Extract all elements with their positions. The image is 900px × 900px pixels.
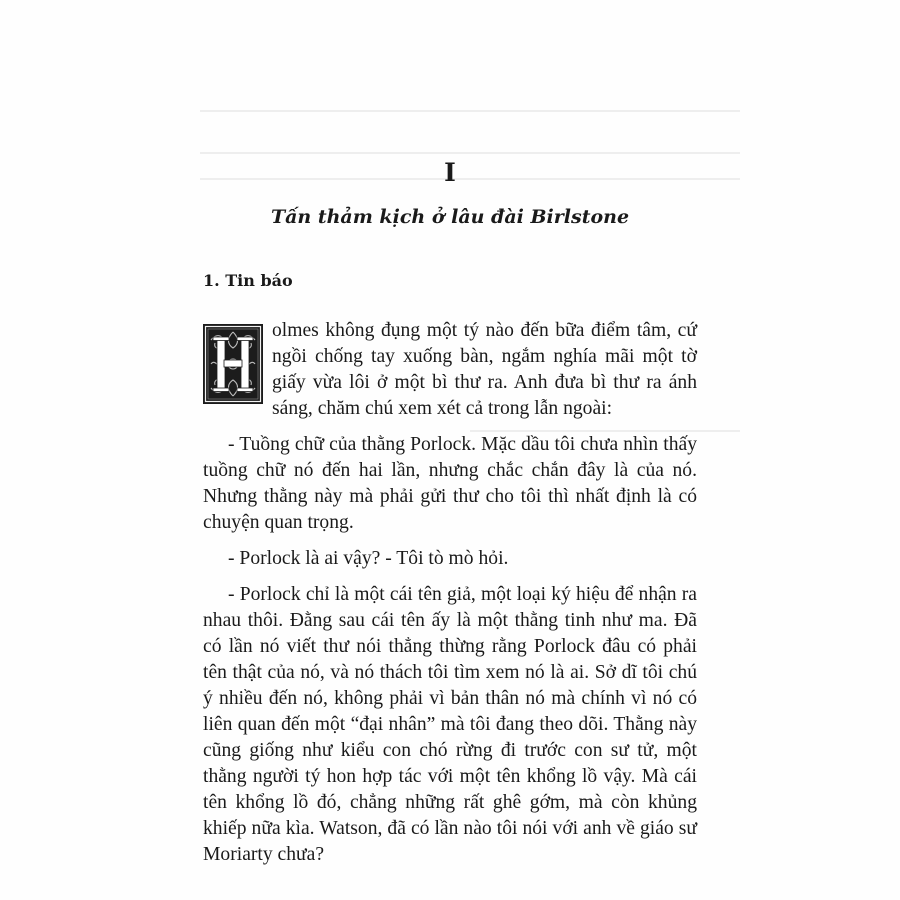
chapter-number: I [444, 158, 456, 187]
body-text [203, 318, 697, 878]
bleed-through-line [200, 152, 740, 154]
section-heading: 1. Tin báo [203, 271, 293, 290]
paragraph-2: - Tuồng chữ của thằng Porlock. Mặc dầu tôi chưa nhìn thấy tuồng chữ nó đến hai lần, nhưng chắc chắn đây là của nó. Nhưng thằng này mà phải gửi thư cho tôi thì nhất định là có chuyện quan trọng. [203, 434, 697, 533]
chapter-title: Tấn thảm kịch ở lâu đài Birlstone [270, 206, 630, 228]
paragraph-1 [203, 318, 697, 422]
paragraph-1-text: olmes không đụng một tý nào đến bữa điểm tâm, cứ ngồi chống tay xuống bàn, ngắm nghía mãi một tờ giấy vừa lôi ở một bì thư ra. Anh đưa bì thư ra ánh sáng, chăm chú xem xét cả trong lẫn ngoài: [272, 320, 697, 419]
drop-cap-ornament [203, 324, 263, 404]
paragraph-3: - Porlock là ai vậy? - Tôi tò mò hỏi. [228, 548, 509, 569]
bleed-through-line [200, 110, 740, 112]
paragraph-4: - Porlock chỉ là một cái tên giả, một loại ký hiệu để nhận ra nhau thôi. Đằng sau cái tên ấy là một thằng tinh như ma. Đã có lần nó viết thư nói thẳng thừng rằng Porlock đâu có phải tên thật của nó, và nó thách tôi tìm xem nó là ai. Sở dĩ tôi chú ý nhiều đến nó, không phải vì bản thân nó mà chính vì nó có liên quan đến một “đại nhân” mà tôi đang theo dõi. Thằng này cũng giống như kiểu con chó rừng đi trước con sư tử, một thằng người tý hon hợp tác với một tên khổng lồ vậy. Mà cái tên khổng lồ đó, chẳng những rất ghê gớm, mà còn khủng khiếp nữa kìa. Watson, đã có lần nào tôi nói với anh về giáo sư Moriarty chưa? [203, 584, 697, 865]
